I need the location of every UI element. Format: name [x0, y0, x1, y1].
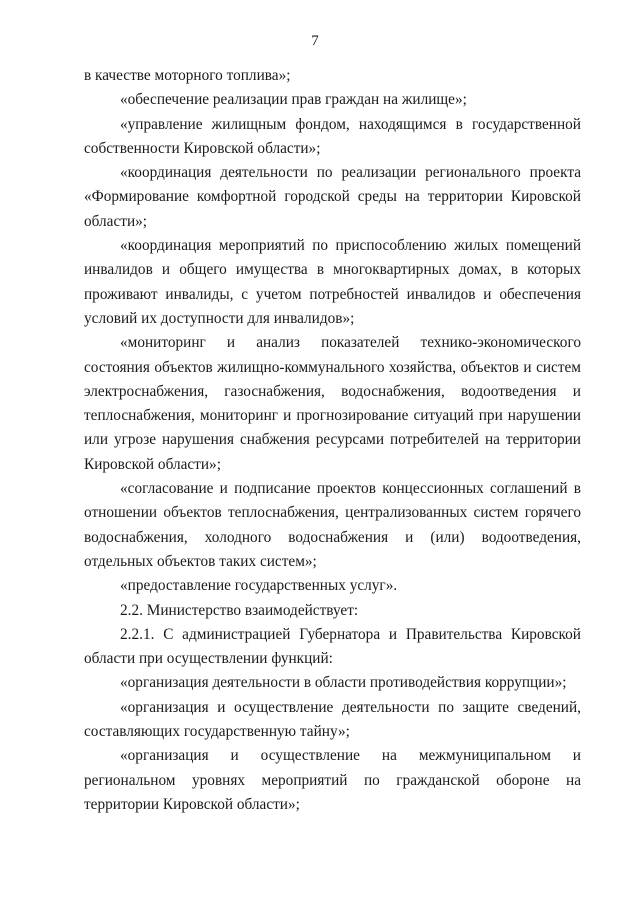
paragraph-public-services: «предоставление государственных услуг».: [120, 577, 398, 595]
paragraph-housing-fund: «управление жилищным фондом, находящимся в государственной собственности Кировской области»;: [84, 115, 581, 157]
paragraph-urban-environment: «координация деятельности по реализации регионального проекта «Формирование комфортной городской среды на территории Кировской области»;: [84, 164, 581, 230]
paragraph-concession-agreements: «согласование и подписание проектов концессионных соглашений в отношении объектов теплоснабжения, централизованных систем горячего водоснабжения, холодного водоснабжения и (или) водоотведения, отдельных объектов таких систем»;: [84, 480, 581, 570]
paragraph-civil-defense: «организация и осуществление на межмуниципальном и региональном уровнях мероприятий по гражданской обороне на территории Кировской области»;: [84, 747, 581, 813]
paragraph-motor-fuel: в качестве моторного топлива»;: [84, 67, 291, 84]
paragraph-section-2-2-1: 2.2.1. С администрацией Губернатора и Правительства Кировской области при осуществлении функций:: [84, 625, 581, 668]
paragraph-disabled-accessibility: «координация мероприятий по приспособлению жилых помещений инвалидов и общего имущества в многоквартирных домах, в которых проживают инвалиды, с учетом потребностей инвалидов и обеспечения условий их доступности для инвалидов»;: [84, 237, 581, 327]
paragraph-state-secrets: «организация и осуществление деятельности по защите сведений, составляющих государственную тайну»;: [84, 698, 581, 741]
paragraph-section-2-2: 2.2. Министерство взаимодействует:: [120, 601, 359, 619]
paragraph-utilities-monitoring: «мониторинг и анализ показателей технико-экономического состояния объектов жилищно-коммунального хозяйства, объектов и систем электроснабжения, газоснабжения, водоснабжения, водоотведения и теплоснабжения, мониторинг и прогнозирование ситуаций при нарушении или угрозе нарушения снабжения ресурсами потребителей на территории Кировской области»;: [84, 334, 581, 473]
document-body: [84, 64, 581, 817]
paragraph-anti-corruption: «организация деятельности в области противодействия коррупции»;: [120, 674, 567, 692]
paragraph-housing-rights: «обеспечение реализации прав граждан на жилище»;: [120, 91, 467, 109]
page-number: 7: [311, 33, 319, 49]
